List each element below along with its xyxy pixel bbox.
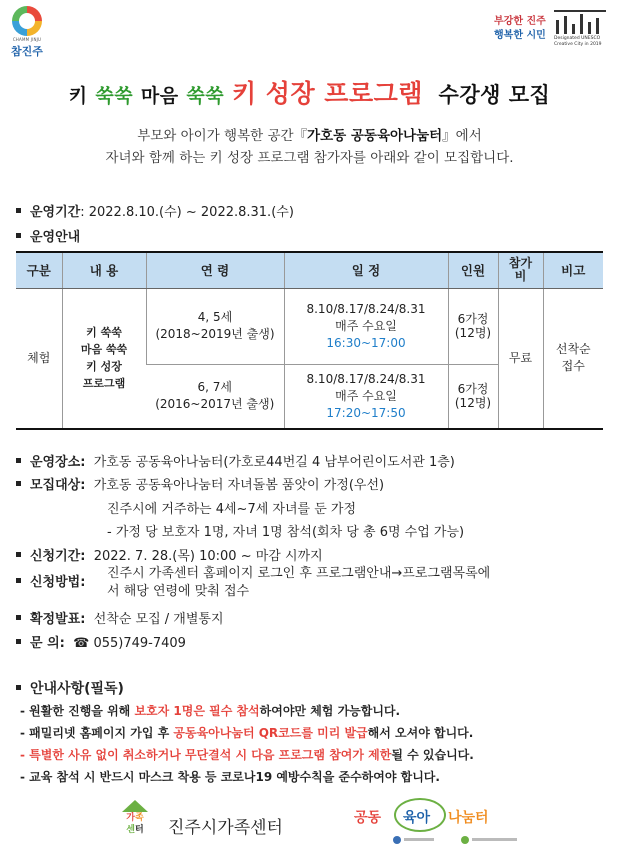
col-header-fee: 참가 비 (498, 252, 543, 288)
apply-method-line2: 서 해당 연령에 맞춰 접수 (107, 584, 250, 599)
fee-cell: 무료 (498, 288, 543, 429)
notice-highlight: 공동육아나눔터 QR코드를 미리 발급 (173, 726, 368, 740)
bullet-icon (16, 685, 21, 690)
target-label: 모집대상: (30, 478, 86, 493)
note-line1: 선착순 (555, 342, 591, 357)
logo-char: 터 (135, 825, 144, 835)
bullet-icon (16, 233, 21, 238)
unesco-text: Designated UNESCO Creative City in 2019 (554, 36, 602, 47)
schedule-weekday: 매주 수요일 (335, 318, 397, 333)
notice-text: 하여야만 체험 가능합니다. (259, 704, 401, 718)
age-cell (146, 288, 284, 364)
place-value: 가호동 공동육아나눔터(가호로44번길 4 남부어린이도서관 1층) (93, 455, 455, 470)
period-label: 운영기간 (30, 205, 81, 220)
notice-item (20, 744, 600, 766)
age-cell (146, 364, 284, 429)
target-value2: 진주시에 거주하는 4세~7세 자녀를 둔 가정 (107, 502, 357, 517)
place-label: 운영장소: (30, 455, 86, 470)
table-header-row (16, 252, 603, 288)
apply-period-row (16, 545, 323, 564)
col-header-category: 구분 (16, 252, 62, 288)
title-part5: 키 성장 프로그램 (231, 79, 423, 108)
content-cell (62, 288, 146, 429)
target-row (16, 474, 384, 493)
institute-name-mark (472, 838, 517, 841)
apply-period-label: 신청기간: (30, 549, 86, 564)
intro-line1-before: 부모와 아이가 행복한 공간『 (137, 128, 308, 144)
bullet-icon (16, 481, 21, 486)
contact-value: 055)749-7409 (89, 636, 186, 651)
apply-method-line1: 진주시 가족센터 홈페이지 로그인 후 프로그램안내→프로그램목록에 (107, 566, 491, 581)
notice-item (20, 700, 600, 722)
bullet-icon (16, 458, 21, 463)
birth-years: (2016~2017년 출생) (155, 397, 275, 412)
title-part3: 마음 (140, 85, 179, 107)
col-header-age: 연 령 (146, 252, 284, 288)
content-line: 키 성장 (86, 360, 122, 374)
logo-left-text: 참진주 (11, 45, 43, 58)
notice-text: - 패밀리넷 홈페이지 가입 후 (20, 726, 174, 740)
nanumteo-mid: 육아 (403, 810, 431, 826)
contact-label: 문 의: (30, 636, 65, 651)
announce-row (16, 608, 224, 627)
notice-title (16, 678, 124, 698)
notice-item: - 교육 참석 시 반드시 마스크 착용 등 코로나19 예방수칙을 준수하여야 합니다. (20, 770, 440, 784)
announce-label: 확정발표: (30, 612, 86, 627)
notice-text: - 원활한 진행을 위해 (20, 704, 135, 718)
title-part1: 키 (68, 85, 88, 107)
col-header-people: 인원 (448, 252, 498, 288)
ministry-logos (393, 836, 523, 846)
target-value3: - 가정 당 보호자 1명, 자녀 1명 참석(회차 당 총 6명 수업 가능) (107, 525, 465, 540)
schedule-weekday: 매주 수요일 (335, 388, 397, 403)
city-emblem-icon (12, 6, 42, 36)
notice-highlight: 보호자 1명은 필수 참석 (134, 704, 260, 718)
notice-item (20, 722, 600, 744)
announce-value: 선착순 모집 / 개별통지 (93, 612, 224, 627)
schedule-dates: 8.10/8.17/8.24/8.31 (306, 371, 426, 386)
notice-highlight: - 특별한 사유 없이 취소하거나 무단결석 시 다음 프로그램 참여가 제한 (20, 748, 392, 762)
institute-emblem-icon (461, 836, 469, 844)
nanumteo-right: 나눔터 (448, 810, 489, 826)
logo-left-small-text: CHAMM JINJU (12, 37, 42, 42)
contact-row (16, 632, 186, 651)
ministry-name-mark (404, 838, 434, 841)
content-line: 마음 쑥쑥 (80, 343, 128, 357)
phone-icon: ☎ (73, 636, 90, 651)
period-value: : 2022.8.10.(수) ~ 2022.8.31.(수) (80, 205, 294, 220)
family-center-logo (117, 800, 153, 844)
bullet-icon (16, 208, 21, 213)
table-row (16, 288, 603, 364)
content-line: 프로그램 (82, 377, 126, 391)
people-cell (448, 364, 498, 429)
category-cell: 체험 (16, 288, 62, 429)
logo-char: 가 (126, 813, 135, 823)
people-cell (448, 288, 498, 364)
bullet-icon (16, 639, 21, 644)
slogan-line2: 행복한 시민 (494, 30, 546, 41)
schedule-cell (284, 288, 448, 364)
birth-years: (2018~2019년 출생) (155, 327, 275, 341)
apply-method-label: 신청방법: (30, 575, 86, 590)
people-count: (12명) (454, 396, 492, 411)
bullet-icon (16, 578, 21, 583)
age-value: 6, 7세 (197, 380, 232, 395)
fortress-icon (554, 10, 606, 34)
page-title (0, 74, 619, 110)
intro-line2: 자녀와 함께 하는 키 성장 프로그램 참가자를 아래와 같이 모집합니다. (105, 150, 514, 166)
age-value: 4, 5세 (197, 310, 233, 324)
jinju-city-logo (8, 6, 46, 62)
people-households: 6가정 (457, 312, 489, 326)
col-header-note: 비고 (543, 252, 603, 288)
notice-title-text: 안내사항(필독) (30, 681, 124, 697)
schedule-dates: 8.10/8.17/8.24/8.31 (306, 301, 426, 316)
notice-text: 될 수 있습니다. (391, 748, 474, 762)
schedule-table (16, 251, 603, 430)
guide-row (16, 226, 80, 245)
logo-char: 족 (135, 813, 144, 823)
schedule-time: 17:20~17:50 (326, 405, 406, 420)
apply-method-row (16, 565, 490, 601)
intro-line1-bold: 가호동 공동육아나눔터 (307, 128, 443, 144)
slogan-line1: 부강한 진주 (494, 16, 546, 27)
intro-text (20, 125, 599, 169)
ministry-emblem-icon (393, 836, 401, 844)
bullet-icon (16, 552, 21, 557)
family-center-logo-text (125, 812, 145, 838)
schedule-cell (284, 364, 448, 429)
title-part6: 수강생 모집 (438, 83, 551, 107)
note-cell (543, 288, 603, 429)
notice-list (20, 700, 600, 788)
apply-period-value: 2022. 7. 28.(목) 10:00 ~ 마감 시까지 (93, 549, 323, 564)
house-icon (122, 800, 148, 812)
place-row (16, 451, 455, 470)
people-households: 6가정 (457, 382, 489, 397)
bullet-icon (16, 615, 21, 620)
content-line: 키 쑥쑥 (86, 326, 122, 340)
schedule-time: 16:30~17:00 (326, 335, 406, 350)
title-part4: 쑥쑥 (186, 85, 225, 107)
nanumteo-left: 공동 (354, 810, 382, 826)
nanumteo-logo (352, 798, 498, 834)
period-row (16, 201, 294, 220)
notice-text: 해서 오셔야 합니다. (367, 726, 474, 740)
guide-label: 운영안내 (30, 230, 81, 245)
logo-char: 센 (126, 825, 135, 835)
city-slogan-logo (494, 10, 609, 70)
family-center-name: 진주시가족센터 (168, 818, 283, 838)
note-line2: 접수 (561, 359, 585, 374)
target-value1: 가호동 공동육아나눔터 자녀돌봄 품앗이 가정(우선) (93, 478, 385, 493)
col-header-schedule: 일 정 (284, 252, 448, 288)
intro-line1-after: 』에서 (442, 128, 482, 144)
col-header-content: 내 용 (62, 252, 146, 288)
title-part2: 쑥쑥 (95, 85, 134, 107)
intro-line1 (20, 125, 599, 147)
people-count: (12명) (454, 326, 492, 340)
